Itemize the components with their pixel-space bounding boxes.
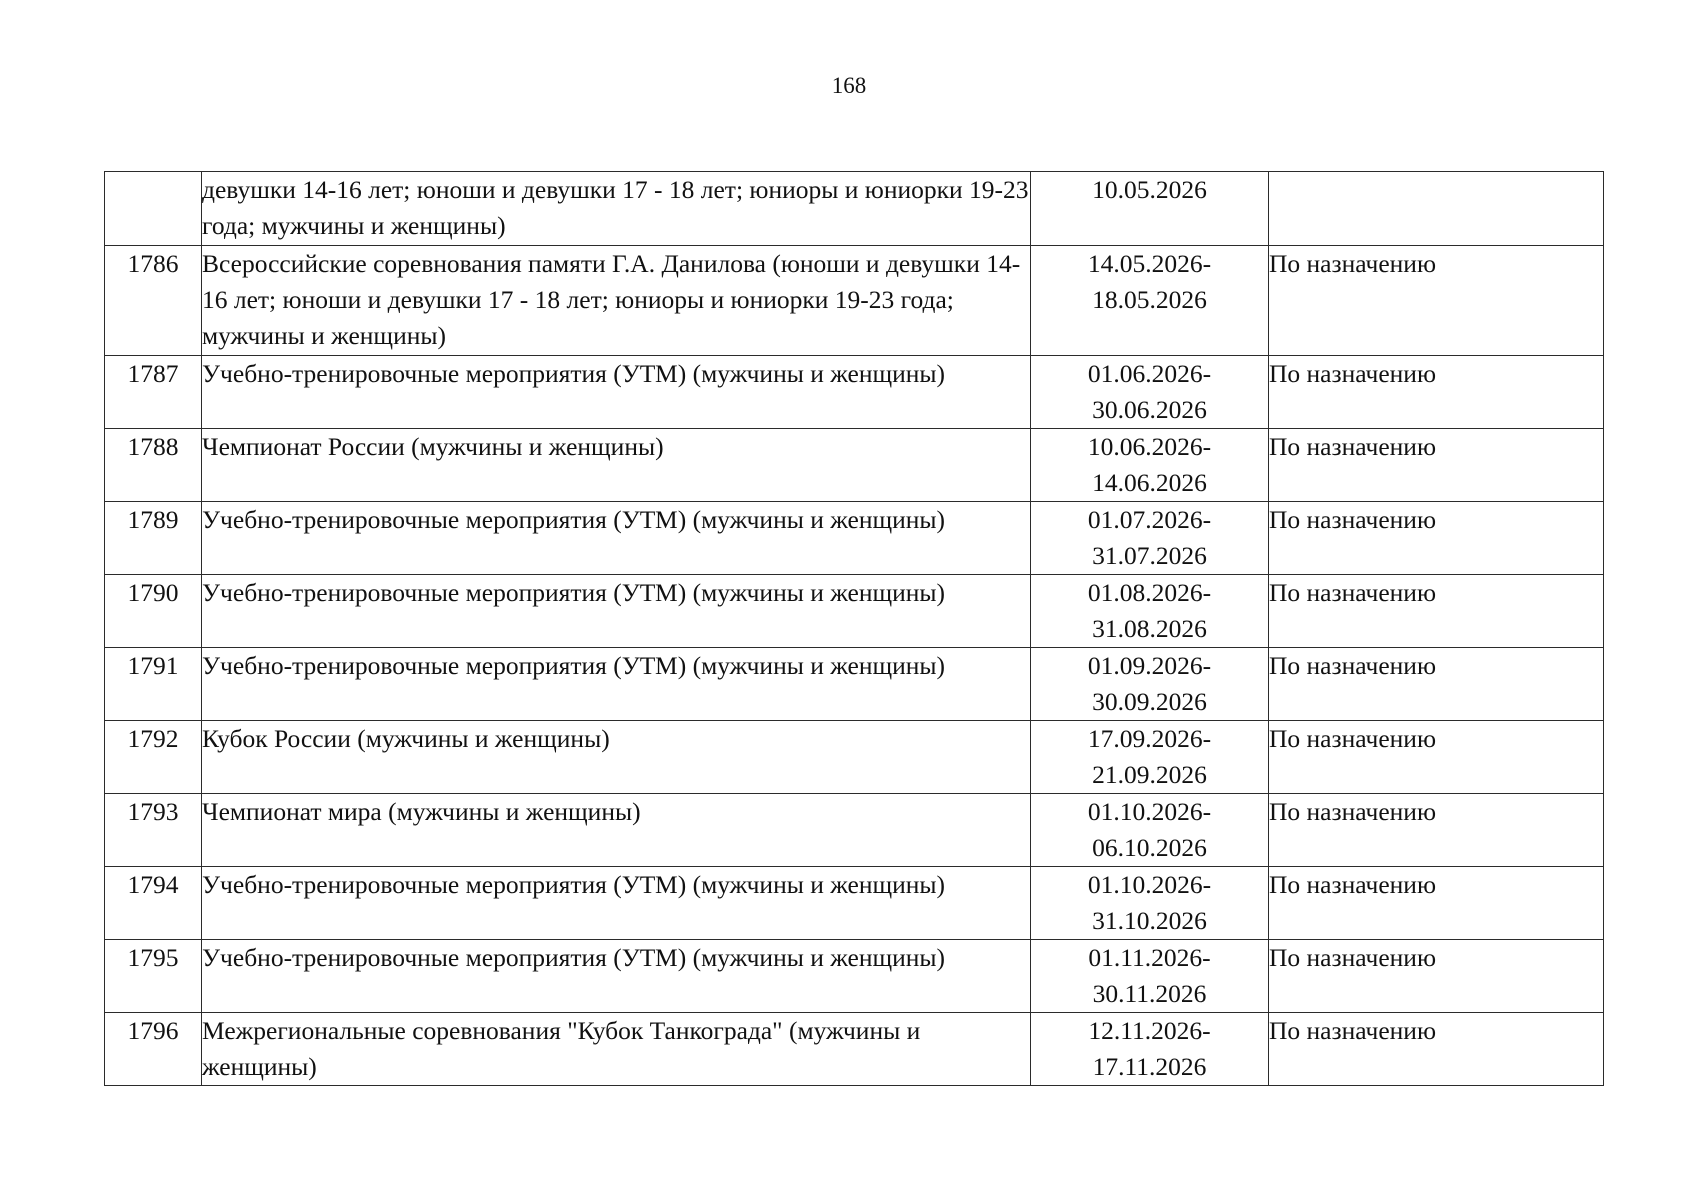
- event-number: 1786: [105, 246, 202, 356]
- date-end: 30.09.2026: [1092, 687, 1207, 716]
- date-start: 01.10.2026-: [1087, 797, 1212, 826]
- date-end: 17.11.2026: [1092, 1052, 1207, 1081]
- event-number: 1791: [105, 648, 202, 721]
- date-start: 01.09.2026-: [1087, 651, 1212, 680]
- event-place: По назначению: [1269, 575, 1604, 648]
- table-row: [105, 172, 1604, 246]
- table-row: [105, 1013, 1604, 1086]
- event-dates: [1031, 429, 1269, 502]
- table-row: [105, 648, 1604, 721]
- event-dates: [1031, 794, 1269, 867]
- event-place: По назначению: [1269, 940, 1604, 1013]
- event-dates: [1031, 721, 1269, 794]
- date-end: 30.11.2026: [1092, 979, 1207, 1008]
- event-place: По назначению: [1269, 721, 1604, 794]
- date-end: 14.06.2026: [1092, 468, 1207, 497]
- table-row: [105, 940, 1604, 1013]
- date-start: 10.05.2026: [1092, 175, 1207, 204]
- event-dates: [1031, 356, 1269, 429]
- event-number: 1794: [105, 867, 202, 940]
- event-number: 1790: [105, 575, 202, 648]
- event-name: Чемпионат мира (мужчины и женщины): [202, 794, 1031, 867]
- date-start: 12.11.2026-: [1088, 1016, 1211, 1045]
- event-name: Чемпионат России (мужчины и женщины): [202, 429, 1031, 502]
- event-name: Кубок России (мужчины и женщины): [202, 721, 1031, 794]
- event-number: 1793: [105, 794, 202, 867]
- table-row: [105, 794, 1604, 867]
- event-name: Учебно-тренировочные мероприятия (УТМ) (мужчины и женщины): [202, 648, 1031, 721]
- table-row: [105, 356, 1604, 429]
- event-number: 1787: [105, 356, 202, 429]
- event-dates: [1031, 648, 1269, 721]
- event-place: По назначению: [1269, 648, 1604, 721]
- event-name: Учебно-тренировочные мероприятия (УТМ) (мужчины и женщины): [202, 575, 1031, 648]
- page-number: 168: [831, 73, 867, 98]
- event-number: 1796: [105, 1013, 202, 1086]
- event-name: Всероссийские соревнования памяти Г.А. Данилова (юноши и девушки 14-16 лет; юноши и девушки 17 - 18 лет; юниоры и юниорки 19-23 года; мужчины и женщины): [202, 246, 1031, 356]
- event-number: 1795: [105, 940, 202, 1013]
- event-place: [1269, 172, 1604, 246]
- event-name: Учебно-тренировочные мероприятия (УТМ) (мужчины и женщины): [202, 502, 1031, 575]
- date-end: 30.06.2026: [1092, 395, 1207, 424]
- event-place: По назначению: [1269, 502, 1604, 575]
- event-dates: [1031, 940, 1269, 1013]
- event-name: Учебно-тренировочные мероприятия (УТМ) (мужчины и женщины): [202, 867, 1031, 940]
- event-dates: [1031, 1013, 1269, 1086]
- date-end: 06.10.2026: [1092, 833, 1207, 862]
- event-dates: [1031, 575, 1269, 648]
- date-start: 01.07.2026-: [1087, 505, 1212, 534]
- event-place: По назначению: [1269, 246, 1604, 356]
- date-start: 01.11.2026-: [1088, 943, 1211, 972]
- date-end: 31.07.2026: [1092, 541, 1207, 570]
- event-dates: [1031, 502, 1269, 575]
- date-start: 01.10.2026-: [1087, 870, 1212, 899]
- event-name: Учебно-тренировочные мероприятия (УТМ) (мужчины и женщины): [202, 356, 1031, 429]
- date-start: 17.09.2026-: [1087, 724, 1212, 753]
- date-end: 31.08.2026: [1092, 614, 1207, 643]
- event-name: Межрегиональные соревнования "Кубок Танкограда" (мужчины и женщины): [202, 1013, 1031, 1086]
- event-place: По назначению: [1269, 429, 1604, 502]
- event-place: По назначению: [1269, 794, 1604, 867]
- event-name: Учебно-тренировочные мероприятия (УТМ) (мужчины и женщины): [202, 940, 1031, 1013]
- date-start: 01.06.2026-: [1087, 359, 1212, 388]
- event-number: 1788: [105, 429, 202, 502]
- event-dates: [1031, 246, 1269, 356]
- date-start: 01.08.2026-: [1087, 578, 1212, 607]
- date-end: 21.09.2026: [1092, 760, 1207, 789]
- table-row: [105, 575, 1604, 648]
- event-place: По назначению: [1269, 1013, 1604, 1086]
- event-dates: [1031, 867, 1269, 940]
- event-dates: [1031, 172, 1269, 246]
- date-end: 18.05.2026: [1092, 285, 1207, 314]
- date-start: 10.06.2026-: [1087, 432, 1212, 461]
- event-name: девушки 14-16 лет; юноши и девушки 17 - 18 лет; юниоры и юниорки 19-23 года; мужчины и женщины): [202, 172, 1031, 246]
- table-row: [105, 429, 1604, 502]
- event-number: 1789: [105, 502, 202, 575]
- event-place: По назначению: [1269, 356, 1604, 429]
- date-start: 14.05.2026-: [1087, 249, 1212, 278]
- table-row: [105, 246, 1604, 356]
- events-table: [104, 171, 1604, 1086]
- table-row: [105, 502, 1604, 575]
- event-place: По назначению: [1269, 867, 1604, 940]
- table-row: [105, 721, 1604, 794]
- date-end: 31.10.2026: [1092, 906, 1207, 935]
- table-row: [105, 867, 1604, 940]
- event-number: [105, 172, 202, 246]
- event-number: 1792: [105, 721, 202, 794]
